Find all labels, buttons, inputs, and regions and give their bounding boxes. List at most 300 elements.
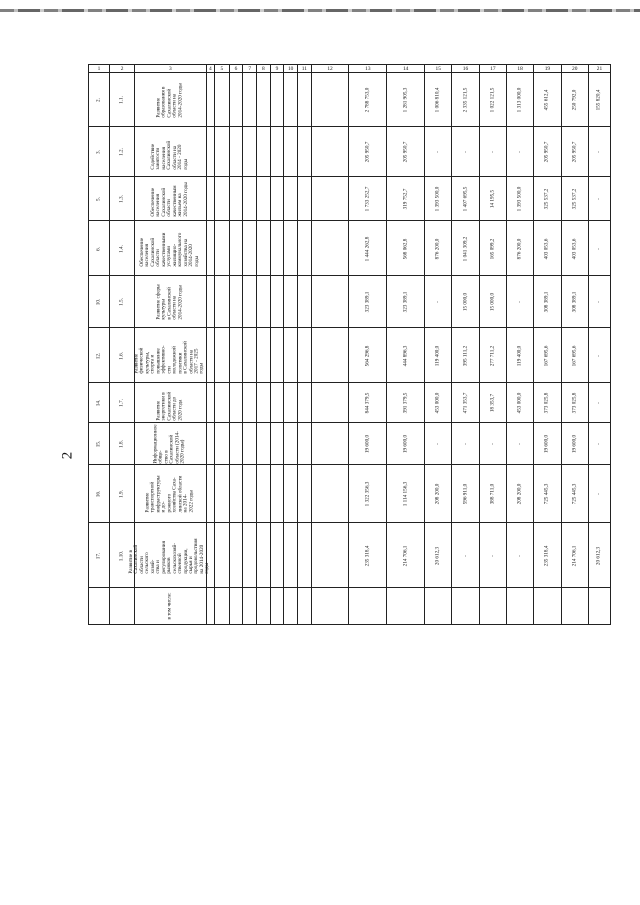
amount-value: 403 053,6	[543, 238, 550, 259]
amount-value: 308 389,1	[570, 291, 577, 313]
index-cell	[242, 588, 256, 624]
row-index: 2.	[95, 98, 102, 102]
index-cell	[311, 523, 349, 588]
row-index: 10.	[95, 298, 102, 306]
program-name-cell	[134, 328, 205, 383]
index-cell	[242, 73, 256, 127]
amount-value: -	[461, 554, 468, 557]
program-name: Обеспечение населения Сахалинской области качественным жильем на 2014-2020 годы	[150, 182, 190, 217]
amount-value: 250 792,0	[570, 89, 577, 111]
amount-cell	[479, 221, 506, 276]
amount-cell	[588, 328, 611, 383]
amount-value: 235 318,4	[543, 545, 550, 566]
amount-value: 564 296,8	[364, 345, 371, 366]
index-cell	[88, 221, 109, 276]
amount-cell	[588, 276, 611, 328]
amount-value: 1 393 500,0	[516, 186, 523, 212]
amount-cell	[348, 127, 386, 177]
index-cell	[256, 127, 270, 177]
amount-cell	[533, 127, 560, 177]
row-index: 14.	[95, 399, 102, 407]
amount-cell	[479, 177, 506, 221]
amount-value: 20 612,3	[434, 546, 441, 565]
amount-cell	[479, 276, 506, 328]
index-cell	[242, 523, 256, 588]
amount-cell	[506, 383, 533, 423]
index-cell	[214, 588, 229, 624]
index-cell	[206, 523, 214, 588]
amount-cell	[451, 221, 478, 276]
header-cell-label: 18	[517, 66, 523, 72]
index-cell	[242, 221, 256, 276]
program-name-cell	[134, 383, 205, 423]
row-index: 5.	[95, 197, 102, 201]
amount-value: -	[461, 443, 468, 445]
program-name-cell	[134, 221, 205, 276]
index-cell	[206, 465, 214, 523]
amount-value: 1 006 810,4	[434, 87, 441, 113]
index-cell	[206, 383, 214, 423]
index-cell	[256, 328, 270, 383]
index-cell	[297, 177, 311, 221]
row-index: 6.	[95, 246, 102, 251]
amount-cell	[479, 588, 506, 624]
amount-value: 391 379,5	[401, 392, 408, 414]
amount-value: -	[516, 554, 523, 557]
index-cell	[88, 423, 109, 465]
index-cell	[256, 423, 270, 465]
amount-value: 725 445,3	[543, 483, 550, 505]
amount-cell	[451, 276, 478, 328]
index-cell	[229, 177, 243, 221]
index-cell	[109, 177, 134, 221]
amount-cell	[588, 73, 611, 127]
amount-cell	[588, 588, 611, 624]
amount-value: -	[595, 247, 602, 250]
index-cell	[297, 73, 311, 127]
index-cell	[242, 465, 256, 523]
header-cell-label: 13	[365, 66, 371, 72]
amount-value: 308 389,1	[543, 291, 550, 313]
program-name: Содействие занятости населения Сахалинской области на 2014 - 2020 годы	[150, 140, 190, 170]
table-row	[88, 422, 611, 465]
index-cell	[88, 328, 109, 383]
amount-value: -	[595, 443, 602, 445]
amount-value: -	[516, 151, 523, 153]
index-cell	[109, 127, 134, 177]
amount-value: -	[595, 301, 602, 303]
index-cell	[283, 127, 297, 177]
index-cell	[256, 221, 270, 276]
amount-value: 14 195,5	[489, 189, 496, 209]
header-cell-label: 17	[490, 66, 496, 72]
amount-value: 323 389,1	[401, 291, 408, 313]
amount-value: 208 200,0	[516, 483, 523, 505]
amount-value: 1 322 356,3	[364, 481, 371, 507]
amount-value: 208 200,0	[434, 483, 441, 505]
index-cell	[283, 383, 297, 423]
index-cell	[214, 383, 229, 423]
amount-cell	[451, 127, 478, 177]
amount-cell	[479, 465, 506, 523]
amount-value: 325 537,2	[570, 188, 577, 210]
index-cell	[206, 221, 214, 276]
amount-cell	[506, 523, 533, 588]
amount-cell	[506, 177, 533, 221]
amount-cell	[451, 383, 478, 423]
amount-value: -	[461, 151, 468, 153]
amount-cell	[561, 127, 588, 177]
row-index: 1.2.	[118, 148, 125, 156]
program-name: Развитие в Сахалинской области сельского хозяй- ства и регулирования рынков сельскохозяй- ственной продукции, сырья и продовольствия на 2014-2020 годы	[128, 537, 211, 574]
amount-value: 155 820,4	[595, 89, 602, 111]
amount-cell	[533, 328, 560, 383]
amount-cell	[424, 276, 451, 328]
index-cell	[214, 523, 229, 588]
index-cell	[270, 523, 284, 588]
amount-value: 19 600,0	[401, 434, 408, 454]
index-cell	[206, 177, 214, 221]
index-cell	[214, 328, 229, 383]
index-cell	[270, 73, 284, 127]
amount-cell	[424, 177, 451, 221]
row-index: 1.7.	[118, 399, 125, 407]
table-row	[88, 327, 611, 383]
header-cell-label: 5	[220, 66, 224, 72]
amount-cell	[479, 127, 506, 177]
index-cell	[88, 127, 109, 177]
amount-value: 20 612,3	[595, 546, 602, 565]
amount-value: 19 600,0	[364, 434, 371, 454]
index-cell	[283, 588, 297, 624]
index-cell	[270, 383, 284, 423]
amount-cell	[479, 73, 506, 127]
amount-value: 323 389,1	[364, 291, 371, 313]
amount-cell	[451, 423, 478, 465]
amount-cell	[506, 221, 533, 276]
amount-cell	[561, 383, 588, 423]
index-cell	[270, 328, 284, 383]
amount-cell	[561, 73, 588, 127]
amount-cell	[348, 383, 386, 423]
table-row	[88, 587, 611, 625]
row-index: 1.10.	[118, 550, 125, 561]
index-cell	[242, 383, 256, 423]
amount-value: 2 335 121,5	[461, 87, 468, 113]
header-cell-label: 7	[248, 66, 252, 72]
header-cell-label: 1	[97, 66, 101, 72]
amount-value: -	[516, 443, 523, 445]
index-cell	[311, 221, 349, 276]
amount-value: 373 025,8	[570, 392, 577, 414]
program-name: Информационное обще- ство в Сахалинской области (2014-2020 годы)	[153, 424, 187, 464]
amount-cell	[424, 73, 451, 127]
index-cell	[311, 276, 349, 328]
index-cell	[109, 276, 134, 328]
table-row	[88, 220, 611, 276]
amount-value: 1 114 156,3	[401, 481, 408, 507]
index-cell	[311, 423, 349, 465]
index-cell	[270, 221, 284, 276]
amount-value: 403 053,6	[570, 238, 577, 259]
index-cell	[88, 523, 109, 588]
amount-value: 205 950,7	[543, 141, 550, 163]
amount-value: 876 200,0	[434, 238, 441, 259]
index-cell	[283, 423, 297, 465]
index-cell	[229, 383, 243, 423]
row-index: 1.9.	[118, 490, 125, 498]
index-cell	[109, 328, 134, 383]
header-cell-label: 3	[169, 66, 172, 72]
amount-value: 19 600,0	[570, 434, 577, 454]
amount-cell	[561, 177, 588, 221]
header-cell-label: 14	[402, 66, 409, 72]
amount-value: 568 062,8	[401, 238, 408, 259]
amount-cell	[533, 465, 560, 523]
index-cell	[109, 588, 134, 624]
program-name-cell	[134, 276, 205, 328]
amount-cell	[424, 588, 451, 624]
index-cell	[270, 127, 284, 177]
header-cell-label: 9	[275, 66, 279, 72]
row-index: 17.	[95, 552, 102, 559]
row-index: 1.1.	[118, 96, 125, 104]
amount-value: -	[489, 554, 496, 557]
amount-value: 319 752,7	[401, 188, 408, 210]
amount-value: -	[595, 354, 602, 357]
amount-value: -	[434, 443, 441, 445]
index-cell	[283, 465, 297, 523]
header-cell-label: 21	[596, 66, 603, 72]
amount-cell	[506, 73, 533, 127]
amount-value: 373 025,8	[543, 392, 550, 414]
amount-cell	[386, 423, 424, 465]
amount-cell	[533, 221, 560, 276]
amount-value: 15 000,0	[489, 292, 496, 312]
index-cell	[242, 328, 256, 383]
amount-cell	[348, 523, 386, 588]
amount-cell	[386, 588, 424, 624]
amount-value: -	[516, 301, 523, 303]
row-index: 1.8.	[118, 440, 125, 448]
amount-value: 1 281 905,3	[401, 87, 408, 113]
amount-cell	[533, 276, 560, 328]
index-cell	[88, 588, 109, 624]
amount-cell	[561, 588, 588, 624]
amount-cell	[588, 177, 611, 221]
header-cell-label: 11	[301, 66, 307, 72]
amount-cell	[451, 177, 478, 221]
header-cell-label: 10	[287, 66, 294, 72]
row-index: 1.5.	[118, 298, 125, 306]
amount-cell	[424, 127, 451, 177]
amount-cell	[561, 423, 588, 465]
amount-cell	[451, 73, 478, 127]
amount-cell	[533, 383, 560, 423]
amount-value: 453 000,0	[434, 392, 441, 414]
amount-cell	[348, 221, 386, 276]
amount-cell	[386, 465, 424, 523]
index-cell	[206, 328, 214, 383]
amount-value: 453 000,0	[516, 392, 523, 414]
index-cell	[270, 588, 284, 624]
index-cell	[283, 523, 297, 588]
amount-cell	[506, 465, 533, 523]
amount-value: 235 318,4	[364, 545, 371, 566]
amount-cell	[424, 523, 451, 588]
amount-cell	[533, 423, 560, 465]
program-name: Развитие транспортной инфраструктуры и до- рожного хозяйства Саха- линской области на 2014- 2022 годы	[144, 475, 195, 513]
program-name-cell	[134, 423, 205, 465]
index-cell	[311, 127, 349, 177]
index-cell	[229, 221, 243, 276]
amount-cell	[506, 328, 533, 383]
amount-cell	[348, 276, 386, 328]
header-cell-label: 15	[435, 66, 441, 72]
index-cell	[256, 383, 270, 423]
index-cell	[206, 588, 214, 624]
amount-cell	[451, 465, 478, 523]
index-cell	[229, 423, 243, 465]
table-row	[88, 464, 611, 523]
amount-cell	[561, 276, 588, 328]
amount-value: 1 444 262,8	[364, 236, 371, 261]
amount-cell	[348, 73, 386, 127]
amount-cell	[348, 177, 386, 221]
amount-cell	[386, 73, 424, 127]
amount-value: 325 537,2	[543, 188, 550, 210]
program-name: Развитие образования в Сахалинской области на 2014-2020 годы	[155, 83, 184, 118]
index-cell	[311, 328, 349, 383]
amount-cell	[348, 588, 386, 624]
amount-value: 167 695,6	[570, 345, 577, 366]
amount-cell	[479, 328, 506, 383]
amount-cell	[506, 127, 533, 177]
amount-value: 471 353,7	[461, 392, 468, 414]
amount-cell	[533, 588, 560, 624]
amount-cell	[479, 423, 506, 465]
index-cell	[214, 276, 229, 328]
amount-cell	[561, 221, 588, 276]
amount-value: 277 711,2	[489, 345, 496, 366]
program-name: в том числе:	[166, 592, 173, 620]
index-cell	[297, 383, 311, 423]
amount-value: -	[489, 443, 496, 445]
amount-cell	[386, 221, 424, 276]
amount-cell	[506, 588, 533, 624]
amount-cell	[533, 177, 560, 221]
page-number: 2	[59, 451, 76, 460]
row-index: 16.	[95, 490, 102, 498]
index-cell	[229, 588, 243, 624]
amount-value: 596 911,0	[461, 483, 468, 505]
amount-cell	[386, 177, 424, 221]
index-cell	[229, 523, 243, 588]
index-cell	[229, 276, 243, 328]
amount-value: -	[434, 301, 441, 303]
amount-value: 167 695,6	[543, 345, 550, 366]
amount-value: 214 706,1	[401, 545, 408, 566]
index-cell	[229, 465, 243, 523]
index-cell	[297, 276, 311, 328]
index-cell	[109, 73, 134, 127]
program-name: Развитие физической культуры, спорта и повышение эффективно- сти молодежной политики в Сахалинской области на 2017 - 2025 годы	[133, 340, 206, 374]
program-name-cell	[134, 127, 205, 177]
amount-value: 455 612,4	[543, 89, 550, 111]
amount-value: 725 445,3	[570, 483, 577, 505]
header-cell-label: 19	[544, 66, 551, 72]
amount-value: 165 099,2	[489, 238, 496, 259]
index-cell	[283, 276, 297, 328]
index-cell	[206, 276, 214, 328]
amount-cell	[479, 383, 506, 423]
index-cell	[229, 328, 243, 383]
program-name-cell	[134, 465, 205, 523]
amount-value: 1 393 500,0	[434, 186, 441, 212]
index-cell	[109, 465, 134, 523]
amount-value: 214 706,1	[570, 545, 577, 566]
header-cell-label: 12	[327, 66, 333, 72]
table-row	[88, 382, 611, 423]
amount-cell	[386, 523, 424, 588]
program-name-cell	[128, 523, 211, 588]
amount-cell	[424, 423, 451, 465]
index-cell	[88, 73, 109, 127]
index-cell	[256, 465, 270, 523]
amount-cell	[424, 383, 451, 423]
index-cell	[297, 221, 311, 276]
table-row	[88, 176, 611, 221]
row-index: 1.6.	[118, 351, 125, 360]
index-cell	[283, 221, 297, 276]
index-cell	[311, 177, 349, 221]
index-cell	[270, 177, 284, 221]
amount-value: -	[595, 198, 602, 200]
index-cell	[256, 523, 270, 588]
index-cell	[214, 127, 229, 177]
index-cell	[270, 276, 284, 328]
header-cell-label: 2	[120, 66, 124, 72]
index-cell	[256, 588, 270, 624]
amount-value: 2 788 753,0	[364, 87, 371, 113]
table-row	[88, 126, 611, 177]
index-cell	[242, 276, 256, 328]
amount-value: 205 950,7	[364, 141, 371, 163]
row-index: 1.4.	[118, 244, 125, 253]
index-cell	[88, 177, 109, 221]
index-cell	[214, 221, 229, 276]
amount-value: 388 711,0	[489, 483, 496, 505]
index-cell	[297, 588, 311, 624]
index-cell	[88, 465, 109, 523]
amount-cell	[348, 423, 386, 465]
program-name: Обеспечение населения Сахалинской области качественными услугами жилищно-коммунального хозяйства на 2014-2020 годы	[139, 232, 200, 267]
program-name-cell	[134, 177, 205, 221]
amount-cell	[588, 423, 611, 465]
index-cell	[242, 177, 256, 221]
index-cell	[109, 221, 134, 276]
table-row	[88, 522, 611, 588]
header-cell-label: 16	[462, 66, 469, 72]
amount-cell	[451, 588, 478, 624]
amount-cell	[588, 221, 611, 276]
index-cell	[88, 276, 109, 328]
header-cell-label: 20	[572, 66, 578, 72]
index-cell	[214, 465, 229, 523]
index-cell	[88, 383, 109, 423]
amount-cell	[561, 523, 588, 588]
index-cell	[270, 423, 284, 465]
